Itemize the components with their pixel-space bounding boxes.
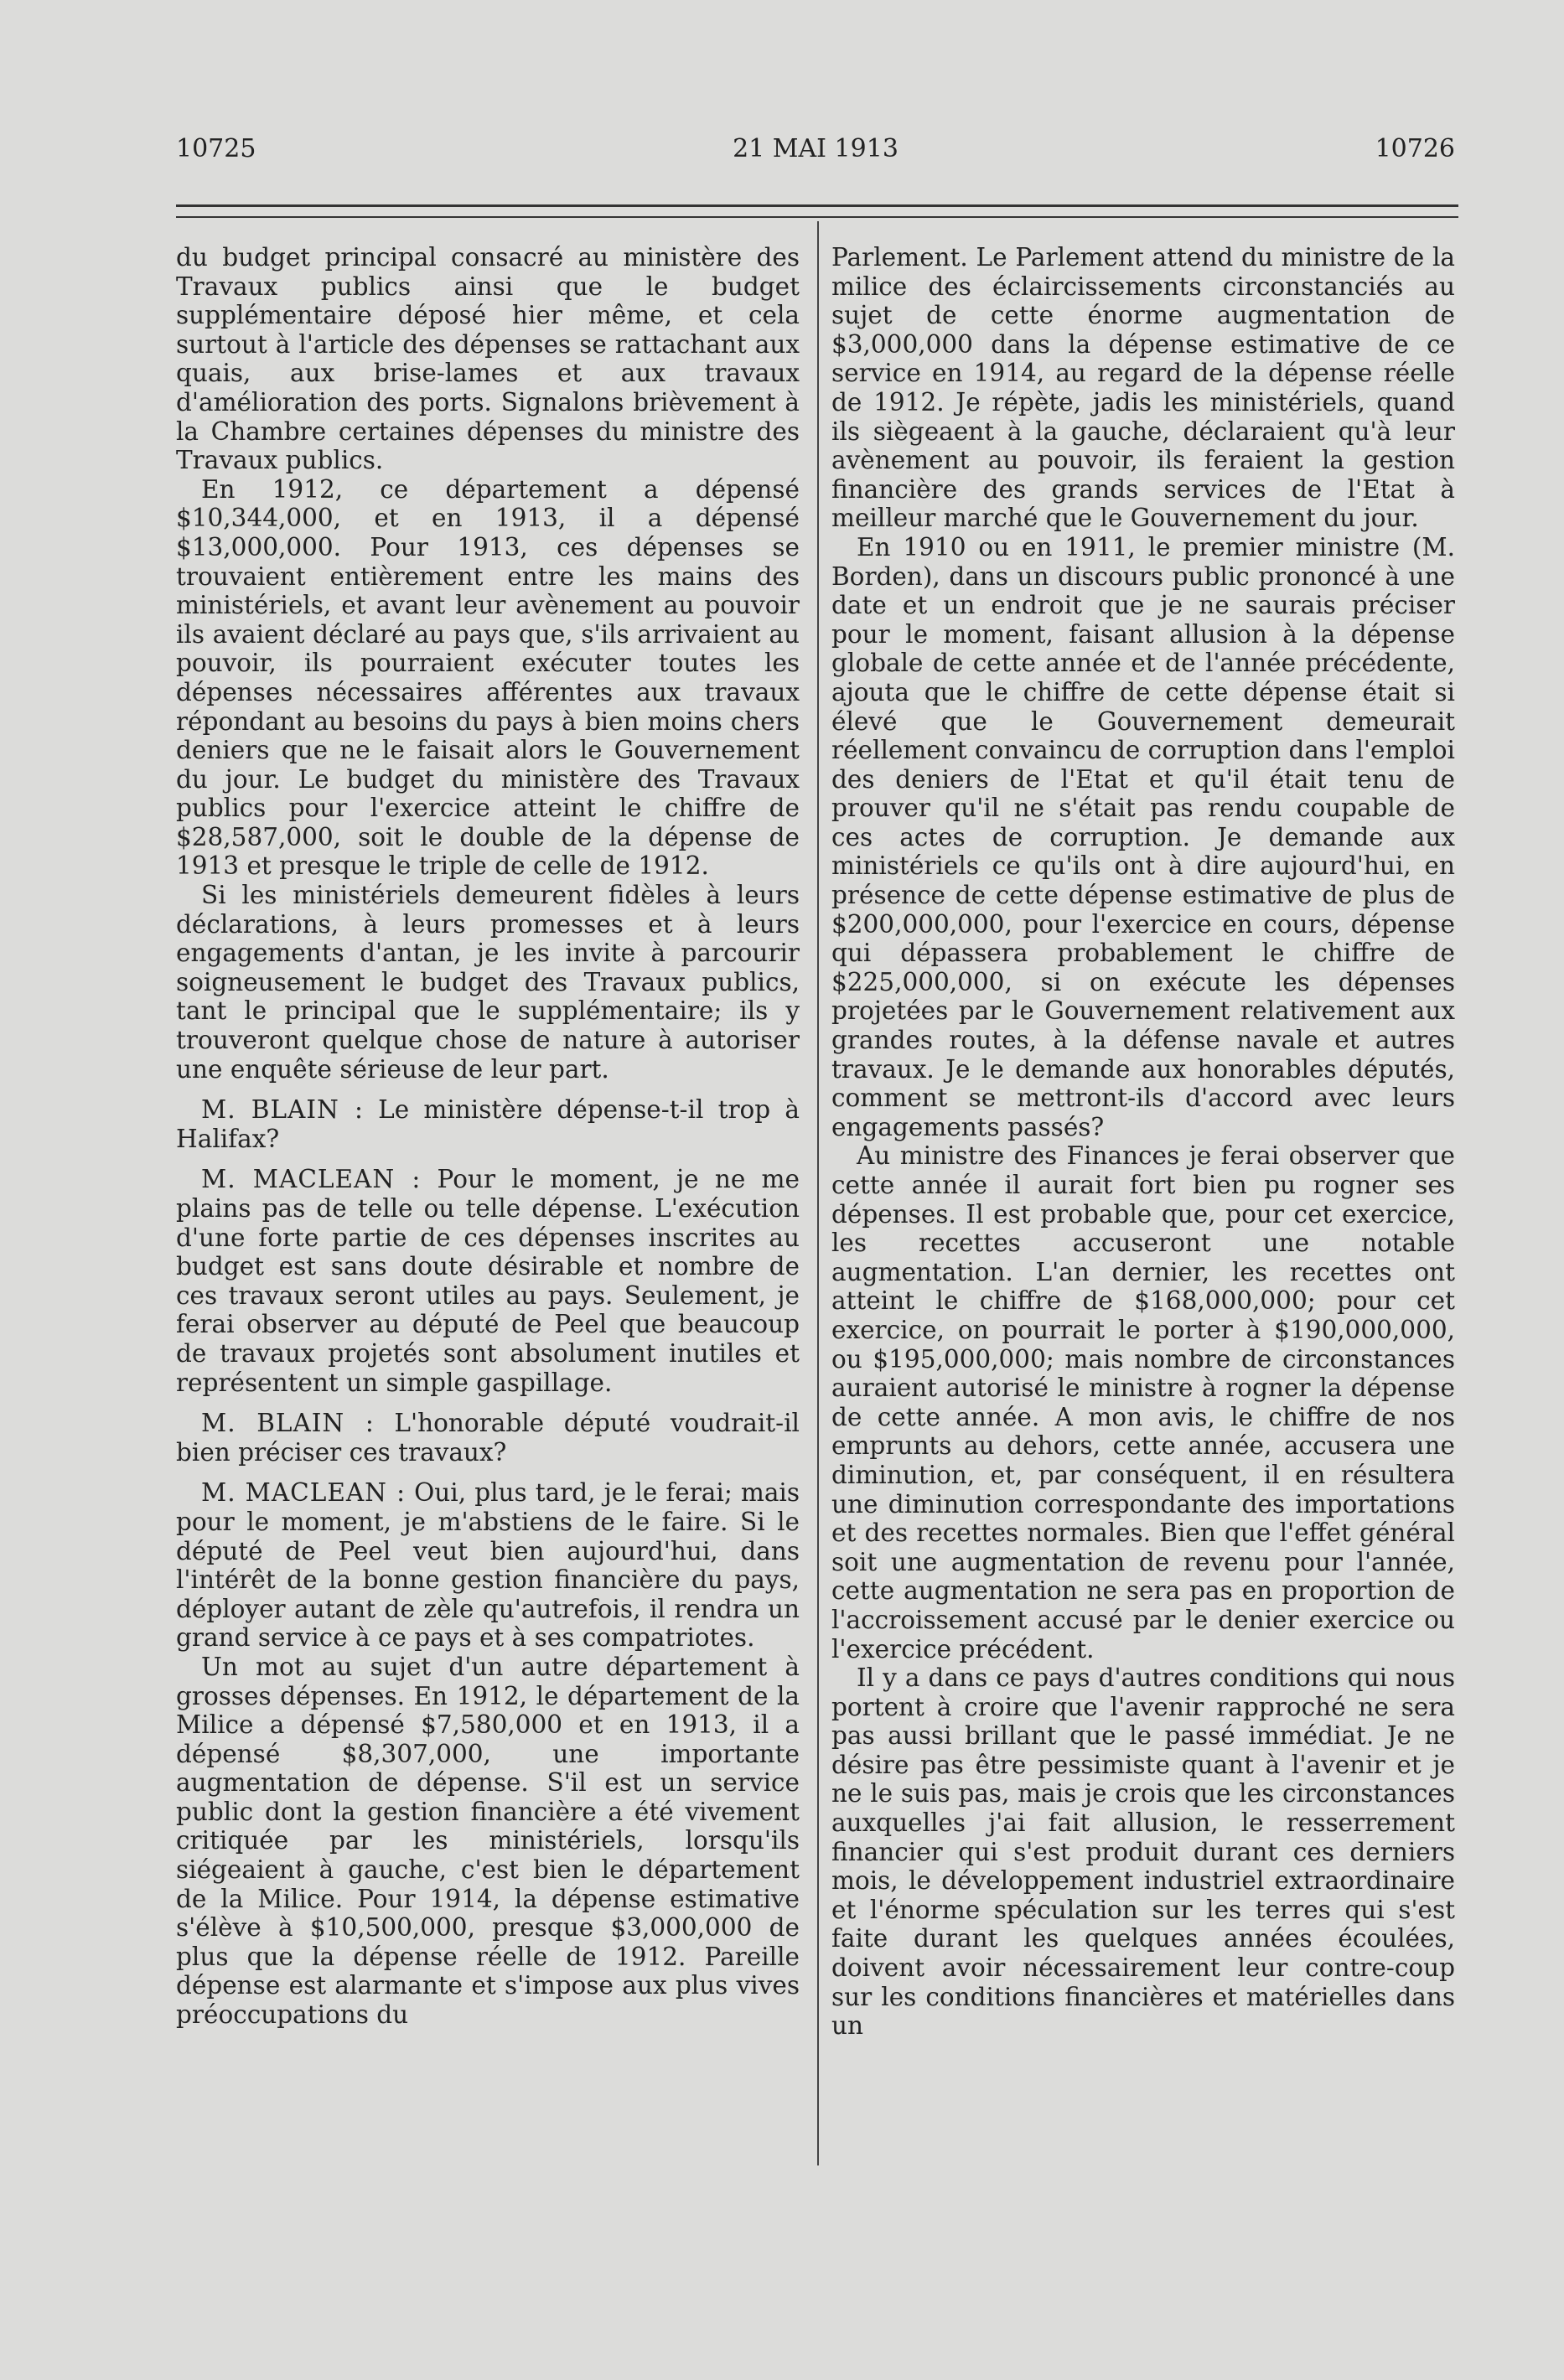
body-paragraph: Parlement. Le Parlement attend du ministre de la milice des éclaircissements circonstanciés au sujet de cette énorme augmentation de $3,000,000 dans la dépense estimative de ce service en 1914, au regard de la dépense réelle de 1912. Je répète, jadis les ministériels, quand ils siègeaent à la gauche, déclaraient qu'à leur avènement au pouvoir, ils feraient la gestion financière des grands services de l'Etat à meilleur marché que le Gouvernement du jour. xyxy=(831,243,1455,533)
body-paragraph: En 1912, ce département a dépensé $10,344,000, et en 1913, il a dépensé $13,000,000. Pour 1913, ces dépenses se trouvaient entièrement entre les mains des ministériels, et avant leur avènement au pouvoir ils avaient déclaré au pays que, s'ils arrivaient au pouvoir, ils pourraient exécuter toutes les dépenses nécessaires afférentes aux travaux répondant au besoins du pays à bien moins chers deniers que ne le faisait alors le Gouvernement du jour. Le budget du ministère des Travaux publics pour l'exercice atteint le chiffre de $28,587,000, soit le double de la dépense de 1913 et presque le triple de celle de 1912. xyxy=(176,474,800,881)
page-header xyxy=(176,134,1455,176)
speaker-name: M. MACLEAN : xyxy=(201,1478,407,1508)
page-number-right: 10726 xyxy=(1375,134,1455,163)
speech-paragraph xyxy=(176,1095,800,1153)
body-paragraph: Il y a dans ce pays d'autres conditions qui nous portent à croire que l'avenir rapproché ne sera pas aussi brillant que le passé immédiat. Je ne désire pas être pessimiste quant à l'avenir et je ne le suis pas, mais je crois que les circonstances auxquelles j'ai fait allusion, le resserrement financier qui s'est produit durant ces derniers mois, le développement industriel extraordinaire et l'énorme spéculation sur les terres qui s'est faite durant les quelques années écoulées, doivent avoir nécessairement leur contre-coup sur les conditions financières et matérielles dans un xyxy=(831,1663,1455,2041)
speaker-name: M. BLAIN : xyxy=(201,1409,375,1438)
column-divider xyxy=(817,221,819,2165)
speech-paragraph xyxy=(176,1165,800,1397)
page-number-left: 10725 xyxy=(176,134,256,163)
body-paragraph: du budget principal consacré au ministère des Travaux publics ainsi que le budget supplémentaire déposé hier même, et cela surtout à l'article des dépenses se rattachant aux quais, aux brise-lames et aux travaux d'amélioration des ports. Signalons brièvement à la Chambre certaines dépenses du ministre des Travaux publics. xyxy=(176,243,800,475)
speech-text: Le ministère dépense-t-il trop à Halifax? xyxy=(176,1095,800,1153)
header-rule-thick xyxy=(176,204,1458,207)
body-paragraph: En 1910 ou en 1911, le premier ministre (M. Borden), dans un discours public prononcé à une date et un endroit que je ne saurais préciser pour le moment, faisant allusion à la dépense globale de cette année et de l'année précédente, ajouta que le chiffre de cette dépense était si élevé que le Gouvernement demeurait réellement convaincu de corruption dans l'emploi des deniers de l'Etat et qu'il était tenu de prouver qu'il ne s'était pas rendu coupable de ces actes de corruption. Je demande aux ministériels ce qu'ils ont à dire aujourd'hui, en présence de cette dépense estimative de plus de $200,000,000, pour l'exercice en cours, dépense qui dépassera probablement le chiffre de $225,000,000, si on exécute les dépenses projetées par le Gouvernement relativement aux grandes routes, à la défense navale et autres travaux. Je le demande aux honorables députés, comment se mettront-ils d'accord avec leurs engagements passés? xyxy=(831,532,1455,1141)
speaker-name: M. BLAIN : xyxy=(201,1095,364,1125)
speech-text: L'honorable député voudrait-il bien préciser ces travaux? xyxy=(176,1409,800,1467)
body-paragraph: Au ministre des Finances je ferai observer que cette année il aurait fort bien pu rogner ses dépenses. Il est probable que, pour cet exercice, les recettes accuseront une notable augmentation. L'an dernier, les recettes ont atteint le chiffre de $168,000,000; pour cet exercice, on pourrait le porter à $190,000,000, ou $195,000,000; mais nombre de circonstances auraient autorisé le ministre à rogner la dépense de cette année. A mon avis, le chiffre de nos emprunts au dehors, cette année, accusera une diminution, et, par conséquent, il en résultera une diminution correspondante des importations et des recettes normales. Bien que l'effet général soit une augmentation de revenu pour l'année, cette augmentation ne sera pas en proportion de l'accroissement accusé par le denier exercice ou l'exercice précédent. xyxy=(831,1141,1455,1663)
speech-paragraph xyxy=(176,1409,800,1467)
left-column xyxy=(176,243,800,2030)
speech-text: Pour le moment, je ne me plains pas de telle ou telle dépense. L'exécution d'une forte partie de ces dépenses inscrites au budget est sans doute désirable et nombre de ces travaux seront utiles au pays. Seulement, je ferai observer au député de Peel que beaucoup de travaux projetés sont absolument inutiles et représentent un simple gaspillage. xyxy=(176,1165,800,1397)
right-column xyxy=(831,243,1455,2041)
body-paragraph: Un mot au sujet d'un autre département à grosses dépenses. En 1912, le département de la Milice a dépensé $7,580,000 et en 1913, il a dépensé $8,307,000, une importante augmentation de dépense. S'il est un service public dont la gestion financière a été vivement critiquée par les ministériels, lorsqu'ils siégeaient à gauche, c'est bien le département de la Milice. Pour 1914, la dépense estimative s'élève à $10,500,000, presque $3,000,000 de plus que la dépense réelle de 1912. Pareille dépense est alarmante et s'impose aux plus vives préoccupations du xyxy=(176,1652,800,2030)
speech-text: Oui, plus tard, je le ferai; mais pour le moment, je m'abstiens de le faire. Si le député de Peel veut bien aujourd'hui, dans l'intérêt de la bonne gestion financière du pays, déployer autant de zèle qu'autrefois, il rendra un grand service à ce pays et à ses compatriotes. xyxy=(176,1478,800,1653)
speech-paragraph xyxy=(176,1478,800,1653)
header-rule-thin xyxy=(176,216,1458,218)
body-paragraph: Si les ministériels demeurent fidèles à leurs déclarations, à leurs promesses et à leurs engagements d'antan, je les invite à parcourir soigneusement le budget des Travaux publics, tant le principal que le supplémentaire; ils y trouveront quelque chose de nature à autoriser une enquête sérieuse de leur part. xyxy=(176,881,800,1084)
speaker-name: M. MACLEAN : xyxy=(201,1165,422,1194)
date-heading: 21 MAI 1913 xyxy=(733,134,899,163)
